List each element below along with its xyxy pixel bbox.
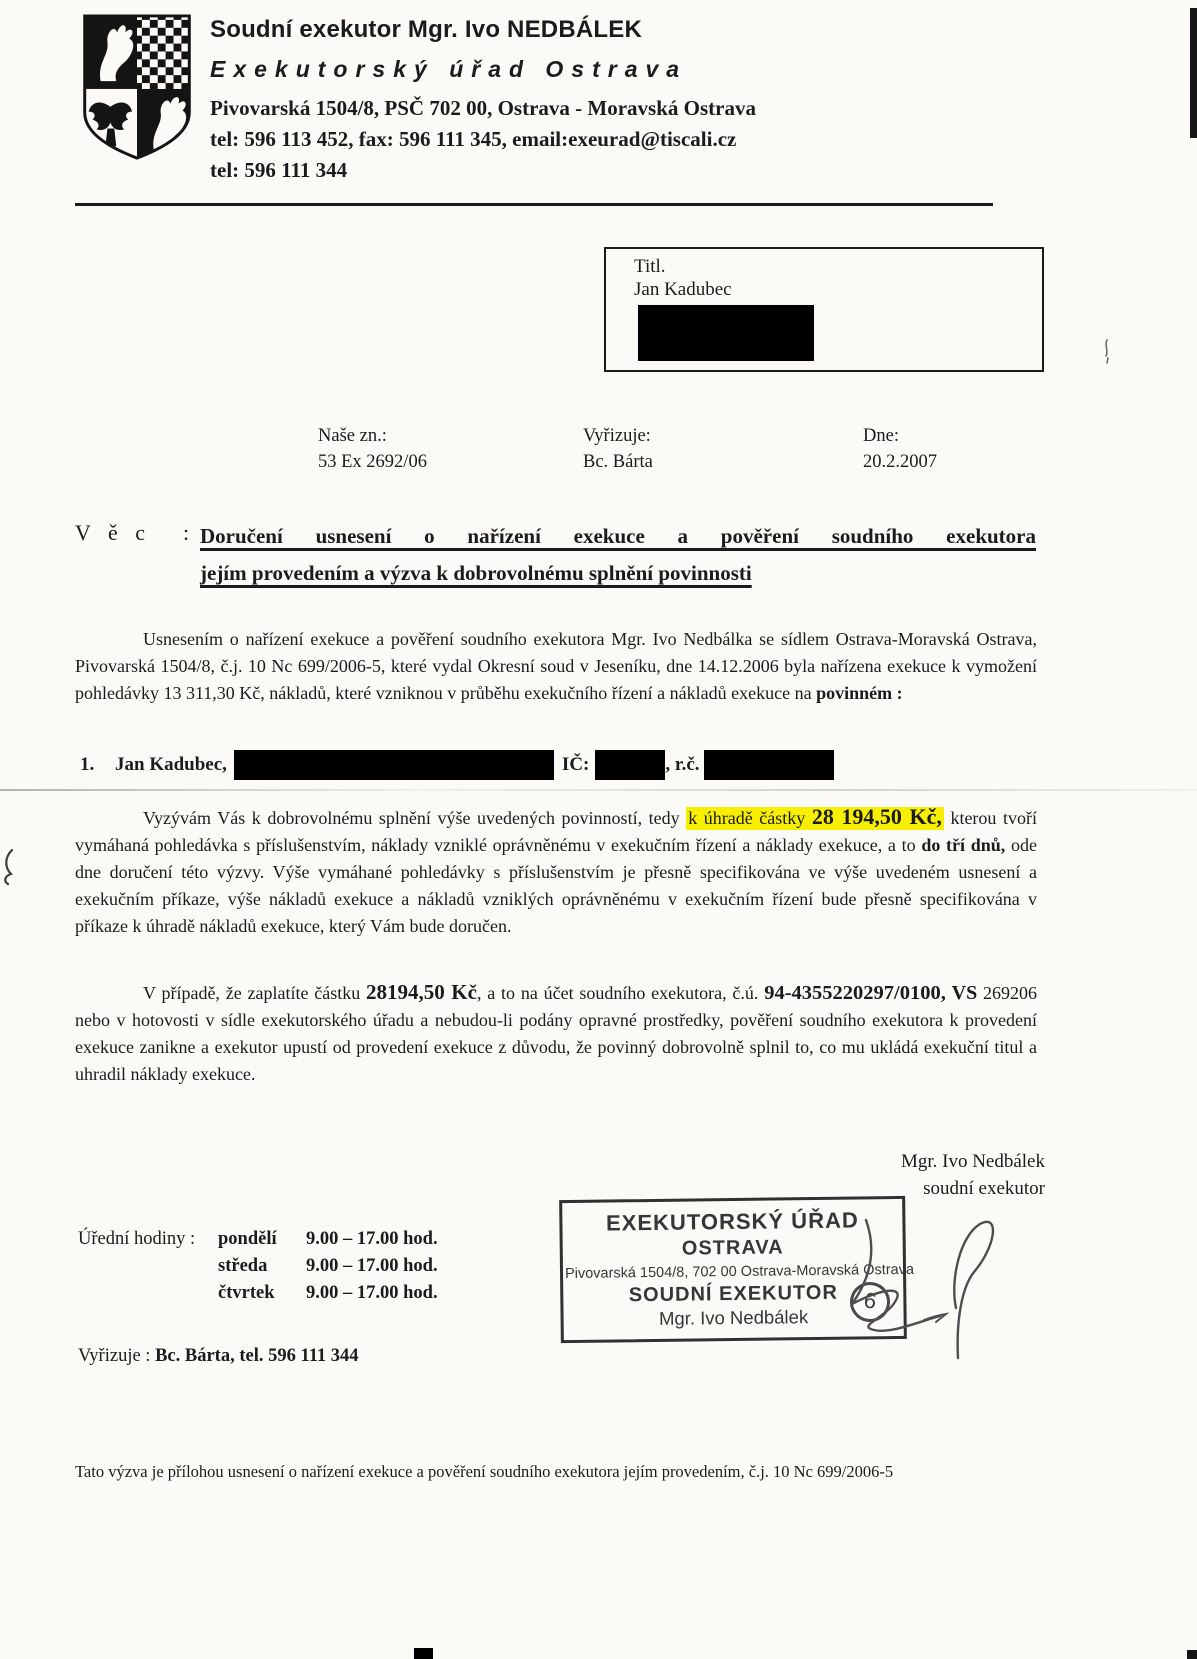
handled-by-value: Bc. Bárta xyxy=(583,452,653,472)
handled-by xyxy=(583,423,653,475)
subject-colon: : xyxy=(183,520,190,545)
highlight-amount-value: 28 194,50 Kč, xyxy=(811,804,942,829)
paragraph1-text: Usnesením o nařízení exekuce a pověření soudního exekutora Mgr. Ivo Nedbálka se sídlem Ostrava-Moravská Ostrava, Pivovarská 1504/8, č.j. 10 Nc 699/2006-5, které vydal Okresní soud v Jeseníku, dne 14.12.2006 byla nařízena exekuce k vymožení pohledávky 13 311,30 Kč, nákladů, které vzniknou v průběhu exekučního řízení a nákladů exekuce na xyxy=(75,629,1037,703)
paragraph-payment-details xyxy=(75,979,1037,1088)
paragraph2-lead: Vyzývám Vás k dobrovolnému splnění výše uvedených povinností, tedy xyxy=(143,808,687,828)
letterhead xyxy=(210,16,1050,183)
date-value: 20.2.2007 xyxy=(863,452,937,472)
day-label: středa xyxy=(218,1256,268,1276)
stamp-city: OSTRAVA xyxy=(681,1236,784,1260)
amount-value: 28194,50 Kč xyxy=(366,980,477,1004)
variable-symbol-label: VS xyxy=(951,982,978,1004)
signer-title: soudní exekutor xyxy=(923,1178,1045,1199)
paragraph-payment-demand xyxy=(75,803,1037,940)
stamp-name: Mgr. Ivo Nedbálek xyxy=(658,1306,809,1329)
stamp-office: EXEKUTORSKÝ ÚŘAD xyxy=(605,1207,859,1236)
signature-block xyxy=(705,1148,1045,1202)
office-hours-row xyxy=(218,1226,438,1253)
time-range: 9.00 – 17.00 hod. xyxy=(306,1229,438,1249)
office-hours-label: Úřední hodiny : xyxy=(78,1229,196,1249)
paragraph1-bold-tail: povinném : xyxy=(816,683,903,703)
our-reference-value: 53 Ex 2692/06 xyxy=(318,452,427,472)
subject-line1: Doručení usnesení o nařízení exekuce a pověření soudního exekutora xyxy=(200,524,1036,548)
executor-name: Soudní exekutor Mgr. Ivo NEDBÁLEK xyxy=(210,16,642,43)
letter-date xyxy=(863,423,937,475)
czech-coat-of-arms-icon xyxy=(72,12,202,162)
pen-mark xyxy=(0,848,18,888)
handwritten-signature xyxy=(828,1208,1028,1373)
highlighted-amount xyxy=(686,804,944,830)
redaction-block xyxy=(234,750,554,780)
scan-mark xyxy=(414,1648,433,1659)
scan-crease xyxy=(0,789,1197,791)
stamp-number: 6 xyxy=(847,1279,893,1325)
office-hours-rows xyxy=(218,1226,438,1307)
day-label: čtvrtek xyxy=(218,1283,275,1303)
obligor-number: 1. xyxy=(80,754,95,775)
account-number: 94-4355220297/0100, xyxy=(764,982,946,1004)
recipient-name: Jan Kadubec xyxy=(634,279,732,300)
paragraph2-mid: kterou tvoří vymáhaná pohledávka s příslušenstvím, náklady vzniklé oprávněnému v exekučním řízení a náklady exekuce, a to xyxy=(75,808,1037,855)
header-divider xyxy=(75,203,993,206)
recipient-salutation: Titl. xyxy=(634,256,666,277)
subject-line2: jejím provedením a výzva k dobrovolnému splnění povinnosti xyxy=(200,561,752,585)
contact-line: tel: 596 113 452, fax: 596 111 345, email:exeurad@tiscali.cz xyxy=(210,127,737,151)
paragraph2-tail: ode dne doručení této výzvy. Výše vymáhané pohledávky s příslušenstvím je přesně specifikována ve výše uvedeném usnesení a exekučním příkaze, výše nákladů exekuce a nákladů vzniklých oprávněnému v exekučním řízení bude přesně specifikována v příkaze k úhradě nákladů exekuce, který Vám bude doručen. xyxy=(75,835,1037,936)
recipient-address-box xyxy=(604,247,1044,372)
paragraph3-mid: , a to na účet soudního exekutora, č.ú. xyxy=(476,983,765,1003)
pen-mark xyxy=(1100,338,1114,364)
rc-label: , r.č. xyxy=(665,754,700,775)
office-hours xyxy=(78,1226,438,1307)
paragraph3-lead: V případě, že zaplatíte částku xyxy=(143,983,367,1003)
deadline-bold: do tří dnů, xyxy=(921,835,1006,855)
scan-edge-artifact xyxy=(1190,8,1197,138)
office-address: Pivovarská 1504/8, PSČ 702 00, Ostrava - Moravská Ostrava xyxy=(210,96,756,120)
our-reference xyxy=(318,423,427,475)
handled-by-line-label: Vyřizuje : xyxy=(78,1346,156,1366)
redaction-block xyxy=(704,750,834,780)
date-label: Dne: xyxy=(863,426,899,446)
highlight-text: k úhradě částky xyxy=(688,808,812,828)
redaction-block xyxy=(638,305,814,361)
obligor-line xyxy=(80,750,1040,780)
handled-by-line-value: Bc. Bárta, tel. 596 111 344 xyxy=(155,1346,359,1366)
time-range: 9.00 – 17.00 hod. xyxy=(306,1256,438,1276)
ic-label: IČ: xyxy=(561,754,590,775)
paragraph-execution-order xyxy=(75,626,1037,707)
footer-note: Tato výzva je přílohou usnesení o nařízení exekuce a pověření soudního exekutora jejím provedením, č.j. 10 Nc 699/2006-5 xyxy=(75,1462,894,1481)
stamp-role: SOUDNÍ EXEKUTOR xyxy=(628,1281,838,1307)
signer-name: Mgr. Ivo Nedbálek xyxy=(900,1151,1045,1172)
subject-text xyxy=(200,518,1036,592)
scan-mark xyxy=(1187,1650,1197,1659)
obligor-name: Jan Kadubec, xyxy=(115,754,227,775)
our-reference-label: Naše zn.: xyxy=(318,426,387,446)
office-hours-row xyxy=(218,1280,438,1307)
phone-line: tel: 596 111 344 xyxy=(210,158,348,182)
subject-label: V ě c xyxy=(75,520,152,545)
office-name: Exekutorský úřad Ostrava xyxy=(210,56,688,82)
paragraph3-tail: 269206 nebo v hotovosti v sídle exekutorského úřadu a nebudou-li podány opravné prostředky, pověření soudního exekutora k provedení exekuce zanikne a exekutor upustí od provedení exekuce z důvodu, že povinný dobrovolně splnil to, co mu ukládá exekuční titul a uhradil náklady exekuce. xyxy=(75,983,1038,1084)
day-label: pondělí xyxy=(218,1229,277,1249)
office-hours-row xyxy=(218,1253,438,1280)
handled-by-label: Vyřizuje: xyxy=(583,426,651,446)
stamp-address: Pivovarská 1504/8, 702 00 Ostrava-Moravská Ostrava xyxy=(564,1261,915,1283)
handled-by-line xyxy=(78,1346,359,1367)
redaction-block xyxy=(595,750,665,780)
time-range: 9.00 – 17.00 hod. xyxy=(306,1283,438,1303)
